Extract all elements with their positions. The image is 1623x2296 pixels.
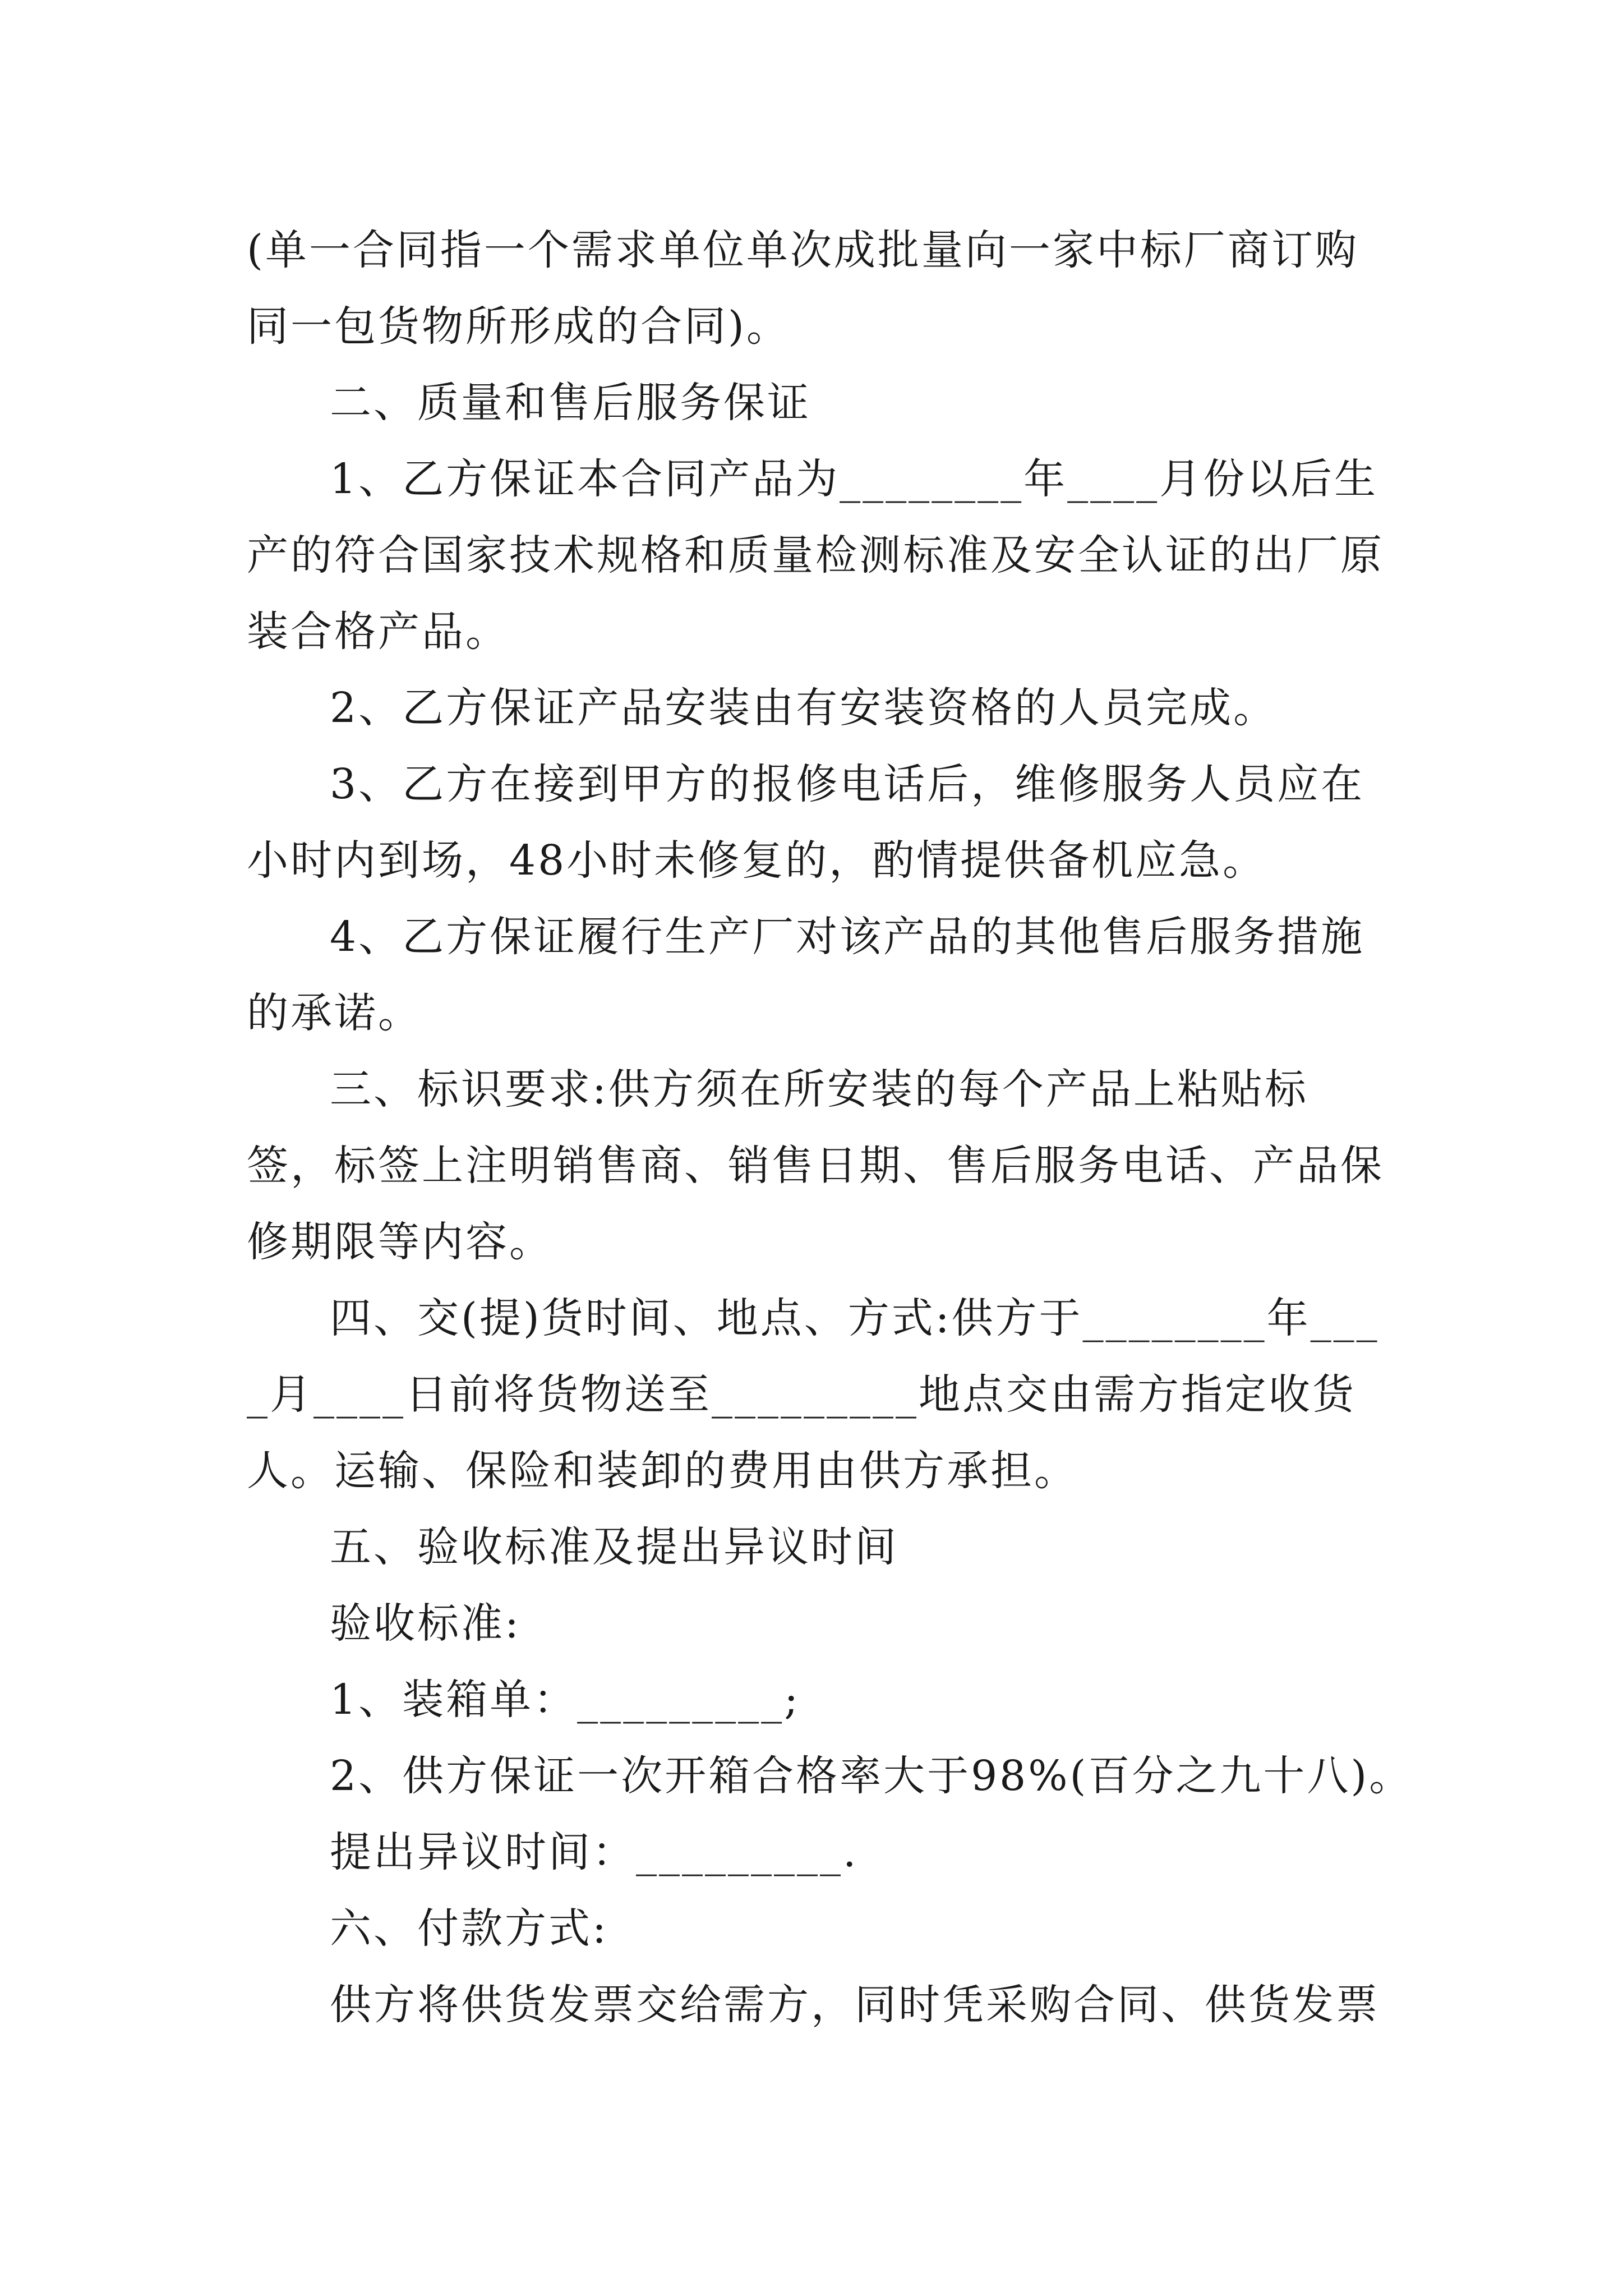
- paragraph-acceptance-1: 1、装箱单：_________;: [330, 1676, 801, 1724]
- heading-quality-service: 二、质量和售后服务保证: [330, 379, 811, 427]
- paragraph-payment: 供方将供货发票交给需方，同时凭采购合同、供货发票: [330, 1981, 1380, 2029]
- paragraph-quality-3: 3、乙方在接到甲方的报修电话后，维修服务人员应在小时内到场，48小时未修复的，酌情提供备机应急。: [247, 760, 1365, 885]
- label-acceptance-standard: 验收标准:: [330, 1599, 521, 1648]
- paragraph-delivery: 四、交(提)货时间、地点、方式:供方于________年____月____日前将货物送至_________地点交由需方指定收货人。运输、保险和装卸的费用由供方承担。: [247, 1294, 1380, 1495]
- paragraph-scope-note: (单一合同指一个需求单位单次成批量向一家中标厂商订购同一包货物所形成的合同)。: [247, 226, 1359, 351]
- paragraph-quality-2: 2、乙方保证产品安装由有安装资格的人员完成。: [330, 684, 1278, 732]
- paragraph-objection-time: 提出异议时间：_________.: [330, 1828, 859, 1876]
- heading-acceptance: 五、验收标准及提出异议时间: [330, 1523, 898, 1571]
- paragraph-quality-1: 1、乙方保证本合同产品为________年____月份以后生产的符合国家技术规格和质量检测标准及安全认证的出厂原装合格产品。: [247, 455, 1384, 656]
- document-body: [247, 212, 1413, 2043]
- heading-payment: 六、付款方式:: [330, 1904, 608, 1953]
- paragraph-labeling: 三、标识要求:供方须在所安装的每个产品上粘贴标签，标签上注明销售商、销售日期、售后服务电话、产品保修期限等内容。: [247, 1065, 1384, 1266]
- paragraph-quality-4: 4、乙方保证履行生产厂对该产品的其他售后服务措施的承诺。: [247, 913, 1365, 1037]
- paragraph-acceptance-2: 2、供方保证一次开箱合格率大于98%(百分之九十八)。: [330, 1752, 1413, 1800]
